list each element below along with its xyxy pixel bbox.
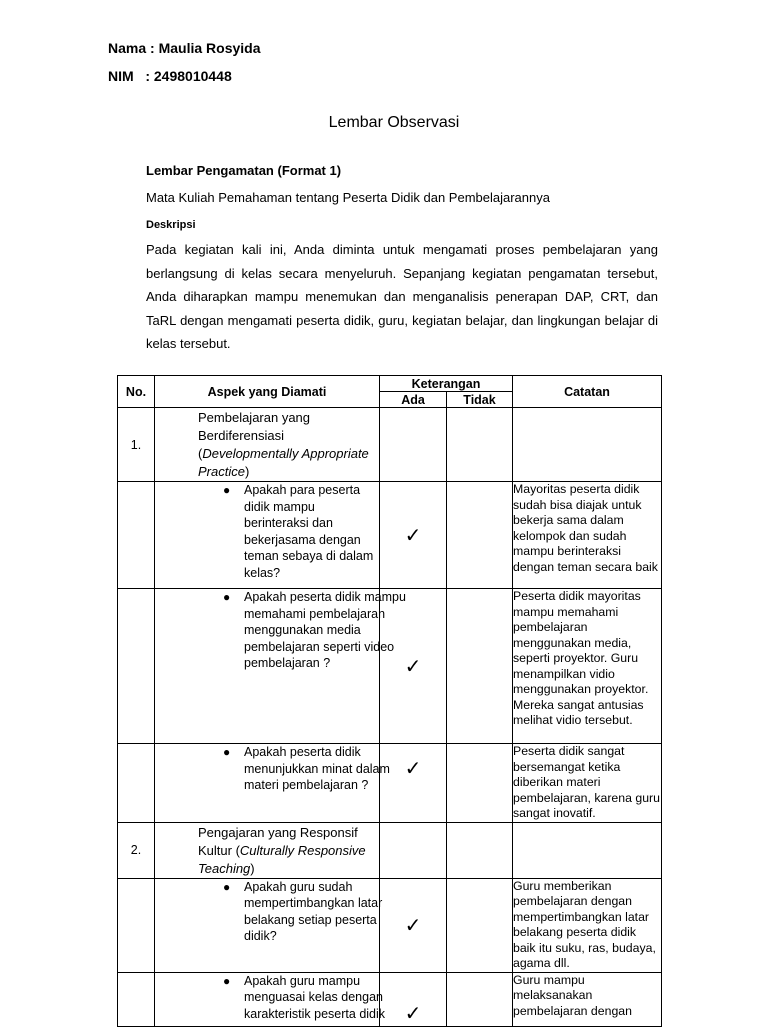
section-title (155, 822, 380, 878)
check-icon: ✓ (404, 524, 422, 547)
document-title: Lembar Observasi (328, 114, 460, 131)
tidak-cell (447, 972, 513, 1026)
note-cell: Mayoritas peserta didik sudah bisa diajak untuk bekerja sama dalam kelompok dan sudah mampu berinteraksi dengan teman secara baik (513, 482, 662, 589)
section-title-end: ) (250, 860, 255, 876)
note-cell: Peserta didik mayoritas mampu memahami pembelajaran menggunakan media, seperti proyektor. Guru menampilkan vidio menggunakan proyektor. Mereka sangat antusias melihat vidio tersebut. (513, 589, 662, 744)
table-row (118, 589, 662, 744)
description-label: Deskripsi (146, 219, 196, 231)
section-title (155, 408, 380, 482)
check-icon: ✓ (404, 758, 422, 780)
question-text: Apakah guru mampu menguasai kelas dengan karakteristik peserta didik (244, 973, 386, 1021)
section-row (118, 408, 662, 482)
bullet-icon: ● (223, 879, 231, 894)
note-cell: Guru mampu melaksanakan pembelajaran dengan (513, 972, 662, 1026)
tidak-cell (447, 482, 513, 589)
note-cell: Guru memberikan pembelajaran dengan mempertimbangkan latar belakang peserta didik baik itu suku, ras, budaya, agama dll. (513, 878, 662, 972)
col-header-ada: Ada (380, 392, 447, 408)
ada-checkmark (380, 878, 447, 972)
bullet-icon: ● (223, 590, 231, 604)
bullet-icon: ● (223, 745, 231, 759)
check-icon: ✓ (404, 655, 422, 678)
section-title-italic: Developmentally Appropriate Practice (198, 446, 369, 479)
col-header-tidak: Tidak (447, 392, 513, 408)
question-text: Apakah peserta didik menunjukkan minat dalam materi pembelajaran ? (244, 745, 390, 793)
col-header-aspect: Aspek yang Diamati (155, 376, 380, 408)
table-row (118, 878, 662, 972)
bullet-icon: ● (223, 483, 231, 497)
question-cell (155, 972, 386, 1026)
tidak-cell (447, 589, 513, 744)
section-title-text: Pengajaran yang Responsif Kultur ( (198, 824, 358, 858)
note-cell: Peserta didik sangat bersemangat ketika diberikan materi pembelajaran, karena guru sangat inovatif. (513, 744, 660, 820)
section-row (118, 822, 662, 878)
form-subtitle: Lembar Pengamatan (Format 1) (146, 163, 342, 178)
description-paragraph: Pada kegiatan kali ini, Anda diminta untuk mengamati proses pembelajaran yang berlangsung di kelas secara menyeluruh. Sepanjang kegiatan pengamatan tersebut, Anda diharapkan mampu menemukan dan menganalisis penerapan DAP, CRT, dan TaRL dengan mengamati peserta didik, guru, kegiatan belajar, dan lingkungan belajar di kelas tersebut. (146, 242, 658, 351)
table-row (118, 744, 662, 823)
section-title-italic: Culturally Responsive Teaching (198, 842, 366, 876)
section-number: 2. (118, 822, 155, 878)
tidak-cell (447, 744, 513, 823)
section-title-end: ) (244, 464, 250, 479)
question-cell (155, 589, 406, 744)
question-text: Apakah peserta didik mampu memahami pembelajaran menggunakan media pembelajaran seperti video pembelajaran ? (244, 590, 406, 671)
question-text: Apakah guru sudah mempertimbangkan latar belakang setiap peserta didik? (244, 879, 383, 944)
observation-table (117, 375, 662, 1027)
col-header-keterangan: Keterangan (380, 376, 513, 392)
col-header-catatan: Catatan (513, 376, 662, 408)
question-text: Apakah para peserta didik mampu berinteraksi dan bekerjasama dengan teman sebaya di dalam kelas? (244, 483, 374, 580)
table-row (118, 482, 662, 589)
table-row (118, 972, 662, 1026)
student-nim: NIM : 2498010448 (108, 68, 232, 84)
ada-checkmark (380, 482, 447, 589)
col-header-no: No. (118, 376, 155, 408)
question-cell (155, 878, 383, 972)
section-number: 1. (118, 408, 155, 482)
course-name: Mata Kuliah Pemahaman tentang Peserta Didik dan Pembelajarannya (146, 190, 550, 205)
check-icon: ✓ (404, 914, 422, 937)
bullet-icon: ● (223, 973, 231, 988)
section-title-text: Pembelajaran yang Berdiferensiasi ( (198, 410, 311, 461)
question-cell (155, 744, 390, 823)
tidak-cell (447, 878, 513, 972)
student-name: Nama : Maulia Rosyida (108, 40, 261, 56)
question-cell (155, 482, 380, 589)
check-icon: ✓ (404, 1002, 422, 1025)
